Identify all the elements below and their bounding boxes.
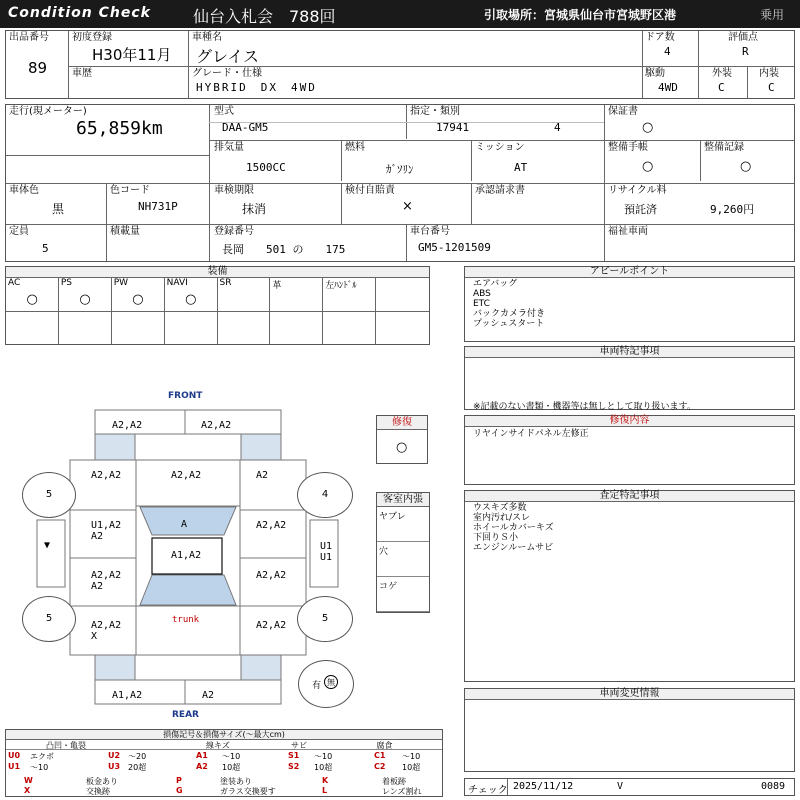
cabin-row-label: ヤブレ: [379, 512, 406, 522]
assessment-line: エンジンルームサビ: [473, 543, 554, 553]
welfare-label: 福祉車両: [608, 226, 648, 237]
chassis-label: 車台番号: [410, 226, 450, 237]
tire-rear-right: 5: [297, 596, 353, 642]
appeal-line: バックカメラ付き: [473, 309, 546, 319]
recycle-status: 預託済: [624, 203, 657, 216]
change-info-section: [464, 688, 795, 772]
car-diagram: [0, 385, 375, 725]
mark-hood-right: A2: [256, 470, 269, 481]
repair-badge-mark: ○: [396, 440, 408, 455]
assessment-title: 査定特記事項: [465, 491, 794, 502]
appeal-title: アピールポイント: [465, 267, 794, 278]
spare-tire: [298, 660, 354, 708]
exterior-label: 外装: [712, 68, 732, 79]
inspection: 抹消: [242, 202, 267, 216]
mark-right-mirror: U1 U1: [320, 541, 333, 563]
check-mark: V: [617, 781, 624, 792]
mark-rear-left: A1,A2: [112, 690, 143, 701]
legend-desc: レンズ割れ: [382, 787, 422, 796]
car-name: グレイス: [196, 47, 260, 66]
car-name-label: 車種名: [192, 32, 222, 43]
mark-hood-center: A2,A2: [171, 470, 202, 481]
change-title: 車両変更情報: [465, 689, 794, 700]
cabin-row: [377, 507, 429, 542]
legend-code: A2: [196, 762, 208, 771]
header-bar: [0, 0, 800, 28]
equipment-name: AC: [8, 278, 21, 288]
assessment-line: 室内汚れ/スレ: [473, 513, 531, 523]
cabin-title: 客室内張: [377, 493, 429, 507]
displacement: 1500CC: [246, 161, 286, 174]
score: R: [742, 45, 749, 58]
tire-front-left: 5: [22, 472, 76, 518]
check-code: 0089: [761, 781, 786, 792]
model-label: 型式: [214, 106, 234, 117]
mark-roof: A1,A2: [171, 550, 202, 561]
legend-code: C1: [374, 751, 386, 760]
check-footer: [464, 778, 795, 796]
cabin-section: [376, 492, 430, 613]
repair-section: [464, 415, 795, 485]
mission-label: ミッション: [475, 142, 525, 153]
appeal-line: エアバッグ: [473, 279, 518, 289]
legend-desc: ～10: [314, 752, 333, 761]
legend-desc: 10超: [222, 763, 241, 772]
appeal-line: ETC: [473, 299, 490, 309]
spare-icon: 無: [324, 675, 338, 689]
legend-code: K: [322, 776, 329, 785]
check-date: 2025/11/12: [513, 781, 574, 792]
legend-desc: ～10: [402, 752, 421, 761]
doors-label: ドア数: [645, 32, 675, 43]
equipment-name: PW: [113, 278, 129, 288]
legend-desc: 板金あり: [86, 777, 118, 786]
doors: 4: [664, 45, 671, 58]
equipment-name: 左ﾊﾝﾄﾞﾙ: [325, 281, 357, 291]
legend-desc: 着板跡: [382, 777, 406, 786]
doc-title: Condition Check: [8, 5, 151, 21]
mission: AT: [514, 161, 528, 174]
legend-table: [5, 729, 443, 797]
color-code-label: 色コード: [110, 185, 150, 196]
color-code: NH731P: [138, 200, 178, 213]
mark-left-side: ▼: [44, 540, 51, 551]
legend-code: C2: [374, 762, 386, 771]
legend-code: L: [322, 786, 328, 795]
vehicle-info-block: [5, 30, 795, 99]
drive-label: 駆動: [645, 68, 665, 79]
equipment-name: PS: [60, 278, 73, 288]
cabin-row: [377, 577, 429, 612]
legend-code: P: [176, 776, 182, 785]
equipment-mark: ○: [26, 292, 38, 307]
legend-desc: 10超: [314, 763, 333, 772]
lot-number: 89: [28, 59, 48, 77]
history-label: 車歴: [72, 68, 92, 79]
mark-front-top-right: A2,A2: [201, 420, 232, 431]
warranty-mark: ○: [642, 120, 654, 135]
reg-label: 登録番号: [214, 226, 254, 237]
mark-hood-left: A2,A2: [91, 470, 122, 481]
record-label: 整備記録: [704, 142, 744, 153]
legend-code: U3: [108, 762, 121, 771]
special-title: 車両特記事項: [465, 347, 794, 358]
record-mark: ○: [740, 159, 752, 174]
manual-mark: ○: [642, 159, 654, 174]
first-reg: H30年11月: [92, 46, 172, 64]
capacity-label: 定員: [9, 226, 29, 237]
mark-right-front-door: A2,A2: [256, 520, 287, 531]
mark-rear-right: A2: [202, 690, 215, 701]
reg-number: 長岡 501 の 175: [222, 243, 346, 256]
legend-code: S1: [288, 751, 300, 760]
equipment-mark: ○: [185, 292, 197, 307]
legend-desc: エクボ: [30, 752, 54, 761]
legend-desc: 20超: [128, 763, 147, 772]
mileage: 65,859km: [76, 118, 163, 139]
fuel: ｶﾞｿﾘﾝ: [386, 163, 414, 176]
mileage-label: 走行(現メーター): [9, 106, 87, 117]
legend-title: 損傷記号＆損傷サイズ(～最大cm): [6, 730, 442, 740]
legend-desc: ～20: [128, 752, 147, 761]
transfer-label: 承認請求書: [475, 185, 525, 196]
bill-label: 検付自賠責: [345, 185, 395, 196]
cabin-row: [377, 542, 429, 577]
designation: 17941: [436, 121, 470, 134]
appeal-section: [464, 266, 795, 342]
drive: 4WD: [658, 81, 678, 94]
equipment-mark: ○: [79, 292, 91, 307]
warranty-label: 保証書: [608, 106, 638, 117]
specs-block: [5, 104, 795, 262]
mark-left-front-door: U1,A2 A2: [91, 520, 122, 542]
legend-desc: ガラス交換要す: [220, 787, 276, 796]
score-label: 評価点: [728, 32, 758, 43]
legend-group: 凸凹・亀裂: [46, 741, 86, 750]
equipment-divider: [6, 311, 429, 312]
mark-right-quarter: A2,A2: [256, 620, 287, 631]
grade: HYBRID DX 4WD: [196, 81, 317, 94]
legend-code: U0: [8, 751, 21, 760]
mark-left-quarter: A2,A2 X: [91, 620, 122, 642]
equipment-name: 革: [272, 281, 282, 291]
equipment-name: SR: [219, 278, 232, 288]
chassis: GM5-1201509: [418, 241, 491, 254]
cabin-row-label: 穴: [379, 547, 389, 557]
recycle-label: リサイクル料: [608, 185, 667, 196]
first-reg-label: 初度登録: [72, 32, 112, 43]
mark-left-rear-door: A2,A2 A2: [91, 570, 122, 592]
assessment-line: 下回りＳ小: [473, 533, 519, 543]
legend-desc: ～10: [30, 763, 49, 772]
model: DAA-GM5: [222, 121, 269, 134]
spare-prefix: 有: [312, 681, 322, 691]
check-label: チェック: [468, 785, 508, 796]
mark-windshield: A: [181, 519, 188, 530]
usage-type: 乗用: [760, 8, 785, 22]
legend-group: サビ: [291, 741, 307, 750]
legend-code: G: [176, 786, 183, 795]
legend-code: A1: [196, 751, 208, 760]
repair-text: リヤインサイドパネル左修正: [473, 429, 589, 439]
body-color-label: 車体色: [9, 185, 39, 196]
legend-group: 腐食: [376, 741, 393, 750]
equipment-title: 装備: [6, 267, 429, 278]
legend-desc: ～10: [222, 752, 241, 761]
displacement-label: 排気量: [214, 142, 244, 153]
assessment-section: [464, 490, 795, 682]
designation-label: 指定・類別: [410, 106, 460, 117]
legend-code: U1: [8, 762, 21, 771]
load-label: 積載量: [110, 226, 140, 237]
legend-desc: 塗装あり: [220, 777, 252, 786]
appeal-line: プッシュスタート: [473, 319, 545, 329]
appeal-line: ABS: [473, 289, 491, 299]
tire-front-right: 4: [297, 472, 353, 518]
tire-rear-left: 5: [22, 596, 76, 642]
assessment-line: ウスキズ多数: [473, 503, 527, 513]
interior-label: 内装: [759, 68, 779, 79]
body-color: 黒: [52, 202, 65, 216]
legend-group: 線キズ: [206, 741, 230, 750]
legend-desc: 交換跡: [86, 787, 110, 796]
fuel-label: 燃料: [345, 142, 365, 153]
legend-desc: 10超: [402, 763, 421, 772]
lot-label: 出品番号: [9, 32, 49, 43]
assessment-line: ホイールカバーキズ: [473, 523, 554, 533]
capacity: 5: [42, 242, 49, 255]
equipment-table: [5, 266, 430, 345]
trunk-label: trunk: [172, 615, 200, 625]
repair-badge-label: 修復: [377, 416, 427, 430]
legend-code: U2: [108, 751, 121, 760]
equipment-name: NAVI: [166, 278, 188, 288]
exterior: C: [718, 81, 725, 94]
inspection-label: 車検期限: [214, 185, 254, 196]
mark-right-rear-door: A2,A2: [256, 570, 287, 581]
grade-label: グレード・仕様: [192, 68, 262, 79]
pickup-location: 引取場所：宮城県仙台市宮城野区港: [484, 8, 677, 22]
special-notes-section: [464, 346, 795, 410]
repair-title: 修復内容: [465, 416, 794, 427]
recycle-amount: 9,260円: [710, 203, 755, 216]
rear-label: REAR: [172, 710, 199, 720]
legend-code: W: [24, 776, 33, 785]
legend-code: S2: [288, 762, 300, 771]
repair-badge: [376, 415, 428, 464]
special-note: ※記載のない書類・機器等は無しとして取り扱います。: [473, 402, 696, 412]
legend-code: X: [24, 786, 31, 795]
auction-name: 仙台入札会 788回: [193, 7, 336, 26]
cabin-row-label: コゲ: [379, 582, 398, 592]
front-label: FRONT: [168, 391, 203, 401]
classification: 4: [554, 121, 561, 134]
interior: C: [768, 81, 775, 94]
equipment-mark: ○: [132, 292, 144, 307]
mark-front-top-left: A2,A2: [112, 420, 143, 431]
manual-label: 整備手帳: [608, 142, 648, 153]
bill-mark: ×: [402, 199, 413, 214]
